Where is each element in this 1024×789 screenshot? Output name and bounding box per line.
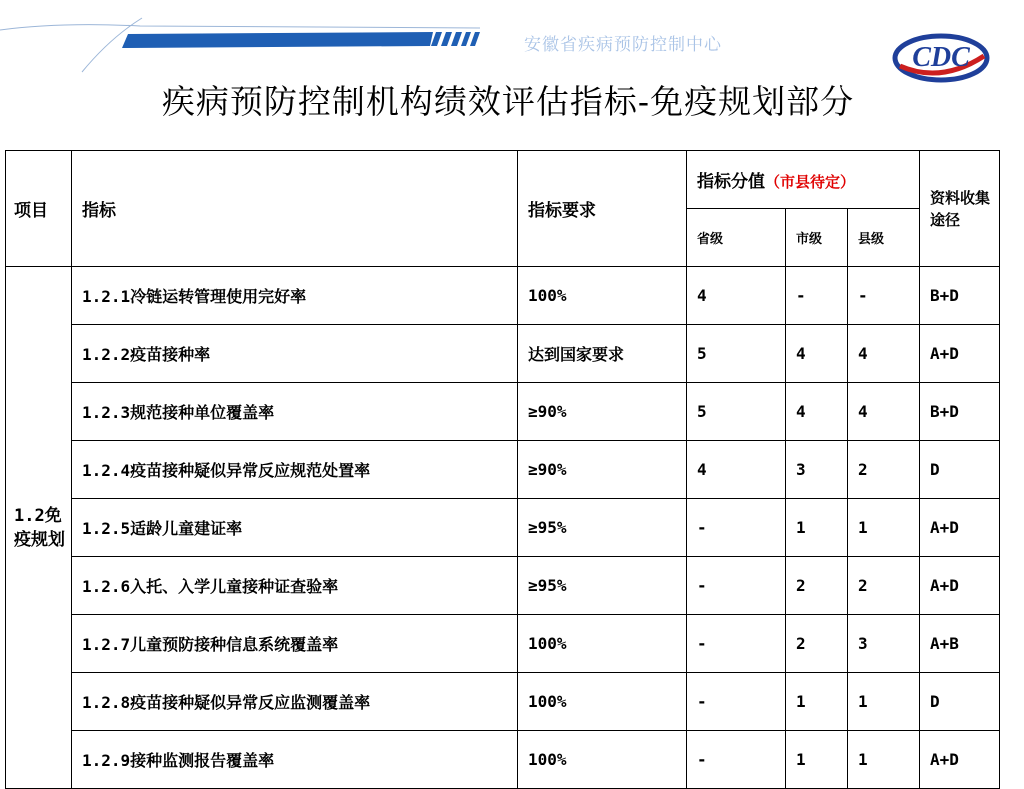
cell-city: -	[786, 267, 848, 325]
cell-requirement: 100%	[518, 615, 687, 673]
cell-county: 1	[848, 499, 920, 557]
header-score-note: （市县待定）	[765, 173, 856, 191]
cell-county: 1	[848, 731, 920, 789]
header-province: 省级	[687, 209, 786, 267]
cell-indicator: 1.2.1冷链运转管理使用完好率	[72, 267, 518, 325]
cell-city: 2	[786, 615, 848, 673]
header-score	[687, 151, 920, 209]
cell-source: B+D	[920, 267, 1000, 325]
cell-province: 5	[687, 325, 786, 383]
page-title: 疾病预防控制机构绩效评估指标-免疫规划部分	[161, 82, 855, 121]
cell-indicator: 1.2.3规范接种单位覆盖率	[72, 383, 518, 441]
cell-indicator: 1.2.7儿童预防接种信息系统覆盖率	[72, 615, 518, 673]
cell-county: 2	[848, 557, 920, 615]
cell-county: 4	[848, 383, 920, 441]
cell-province: -	[687, 731, 786, 789]
cell-city: 1	[786, 731, 848, 789]
cell-province: -	[687, 499, 786, 557]
header-requirement: 指标要求	[518, 151, 687, 267]
cell-province: 4	[687, 267, 786, 325]
cell-source: A+D	[920, 499, 1000, 557]
group-label: 1.2免疫规划	[6, 267, 72, 789]
table-row	[6, 383, 1000, 441]
indicator-table	[5, 150, 1000, 789]
header-county: 县级	[848, 209, 920, 267]
cell-county: 3	[848, 615, 920, 673]
table-row	[6, 441, 1000, 499]
cell-source: D	[920, 673, 1000, 731]
cell-indicator: 1.2.5适龄儿童建证率	[72, 499, 518, 557]
cell-indicator: 1.2.6入托、入学儿童接种证查验率	[72, 557, 518, 615]
cell-indicator: 1.2.2疫苗接种率	[72, 325, 518, 383]
cell-city: 4	[786, 383, 848, 441]
table-row	[6, 267, 1000, 325]
header-indicator: 指标	[72, 151, 518, 267]
table-row	[6, 557, 1000, 615]
cell-source: D	[920, 441, 1000, 499]
cell-requirement: 100%	[518, 731, 687, 789]
cell-indicator: 1.2.4疫苗接种疑似异常反应规范处置率	[72, 441, 518, 499]
cell-indicator: 1.2.8疫苗接种疑似异常反应监测覆盖率	[72, 673, 518, 731]
cell-requirement: ≥95%	[518, 557, 687, 615]
cell-province: 5	[687, 383, 786, 441]
table-row	[6, 499, 1000, 557]
cell-source: A+D	[920, 325, 1000, 383]
header-item: 项目	[6, 151, 72, 267]
cell-province: -	[687, 557, 786, 615]
cell-requirement: 达到国家要求	[518, 325, 687, 383]
table-row	[6, 615, 1000, 673]
cell-source: A+B	[920, 615, 1000, 673]
header-source: 资料收集途径	[920, 151, 1000, 267]
header-swoosh-decoration	[0, 0, 500, 80]
cell-county: 2	[848, 441, 920, 499]
cell-city: 1	[786, 673, 848, 731]
cell-source: B+D	[920, 383, 1000, 441]
cell-county: -	[848, 267, 920, 325]
cell-indicator: 1.2.9接种监测报告覆盖率	[72, 731, 518, 789]
cell-province: 4	[687, 441, 786, 499]
table-row	[6, 673, 1000, 731]
cell-city: 1	[786, 499, 848, 557]
table-row	[6, 325, 1000, 383]
cell-source: A+D	[920, 731, 1000, 789]
cell-requirement: 100%	[518, 673, 687, 731]
organization-name: 安徽省疾病预防控制中心	[524, 35, 722, 55]
cell-requirement: ≥95%	[518, 499, 687, 557]
cell-city: 2	[786, 557, 848, 615]
cell-city: 4	[786, 325, 848, 383]
cdc-logo-text: CDC	[912, 42, 970, 73]
header-row	[6, 151, 1000, 209]
cell-province: -	[687, 673, 786, 731]
header-city: 市级	[786, 209, 848, 267]
cell-province: -	[687, 615, 786, 673]
cell-requirement: 100%	[518, 267, 687, 325]
cell-requirement: ≥90%	[518, 383, 687, 441]
table-body	[6, 267, 1000, 789]
table-row	[6, 731, 1000, 789]
cell-county: 4	[848, 325, 920, 383]
cell-county: 1	[848, 673, 920, 731]
cell-requirement: ≥90%	[518, 441, 687, 499]
cell-source: A+D	[920, 557, 1000, 615]
slide-header	[0, 0, 1024, 140]
header-score-label: 指标分值	[697, 172, 765, 192]
cell-city: 3	[786, 441, 848, 499]
